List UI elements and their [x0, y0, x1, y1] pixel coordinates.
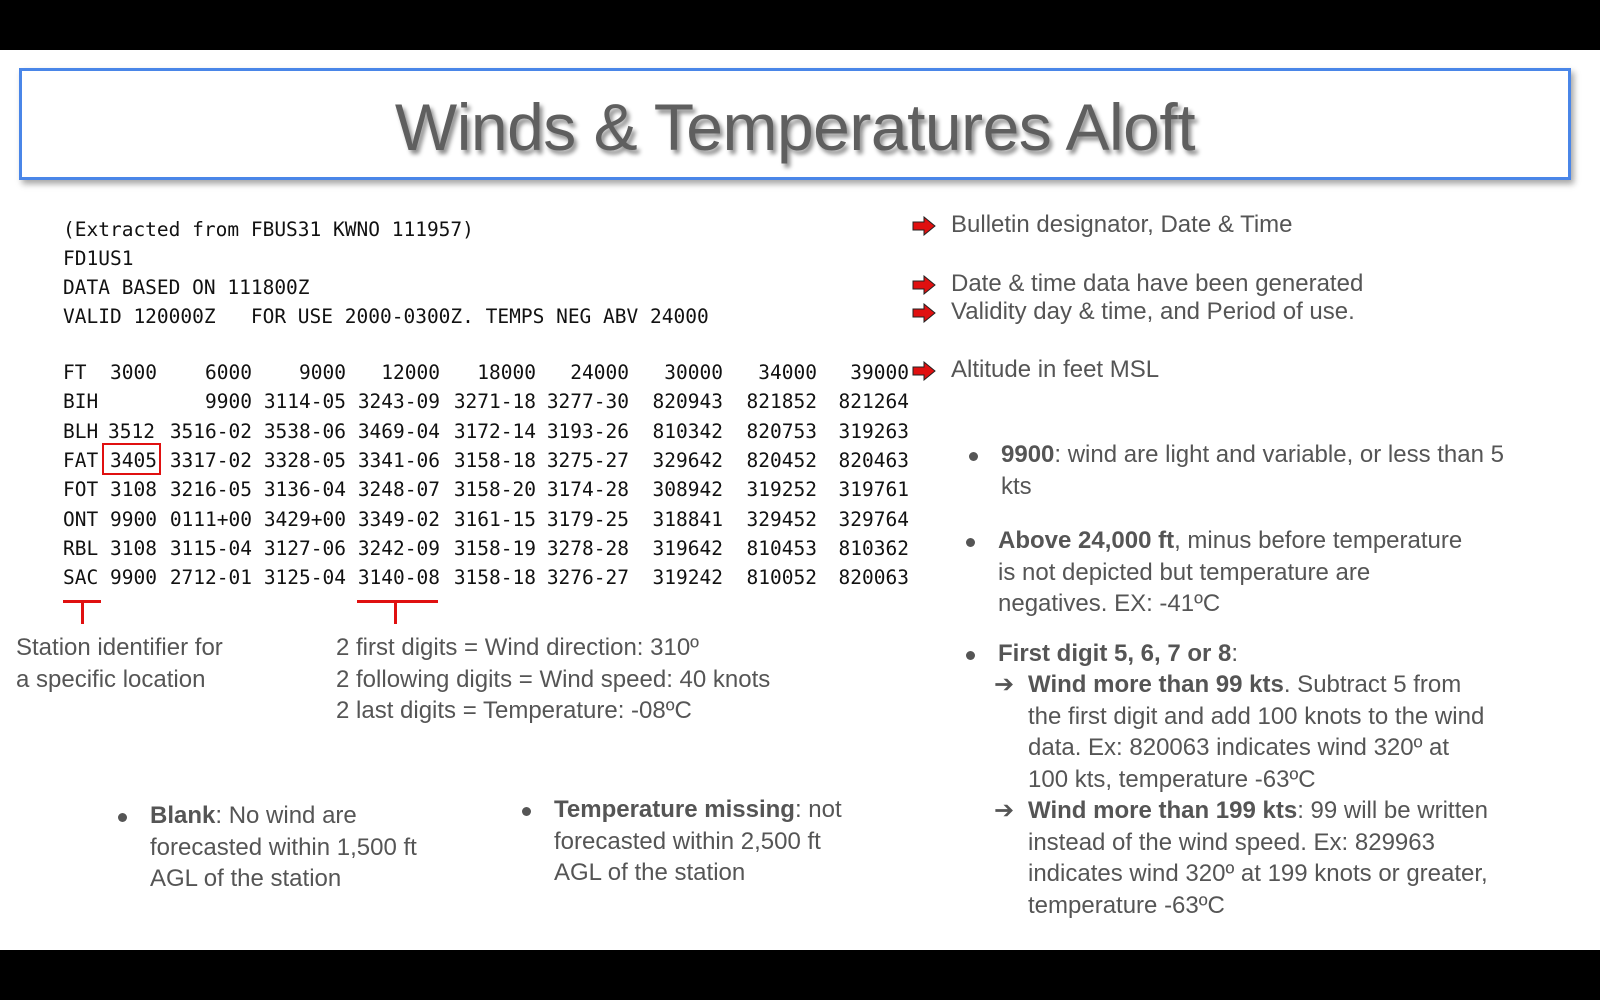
sub-bullet-199kts	[994, 795, 1588, 921]
annotation-line: 2 first digits = Wind direction: 310º	[336, 634, 699, 661]
table-cell: 3429+00	[263, 507, 346, 531]
station-cell: FOT	[63, 478, 99, 502]
table-cell: 319642	[652, 536, 723, 560]
sub-bullet-99kts	[994, 669, 1588, 795]
bulletin-header-line: FD1US1	[63, 247, 134, 270]
bullet-bold: Temperature missing	[554, 796, 795, 823]
table-cell: 3125-04	[263, 566, 346, 590]
table-cell: 820753	[746, 419, 817, 443]
table-row	[63, 448, 909, 478]
value-tick	[394, 600, 397, 624]
table-cell: 3278-28	[546, 536, 629, 560]
table-cell: 3179-25	[546, 507, 629, 531]
table-cell: 810362	[838, 536, 909, 560]
table-cell: 3158-20	[453, 478, 536, 502]
table-cell: 810453	[746, 536, 817, 560]
table-cell: 3108	[110, 536, 157, 560]
bullet-bold: Wind more than 99 kts	[1028, 671, 1284, 698]
table-cell: 3512	[108, 419, 155, 443]
red-arrow-icon	[912, 361, 936, 381]
bullet-text: is not depicted but temperature are	[998, 558, 1371, 586]
table-cell: 820943	[652, 390, 723, 414]
bullet-text: : 99 will be written	[1297, 797, 1488, 824]
station-annotation	[16, 632, 223, 695]
bullet-text: forecasted within 1,500 ft	[150, 833, 417, 861]
table-cell: 329642	[652, 448, 723, 472]
table-cell: 820063	[838, 566, 909, 590]
table-cell: 329764	[838, 507, 909, 531]
table-cell: 3276-27	[546, 566, 629, 590]
table-cell: 3158-18	[453, 448, 536, 472]
right-arrow-icon: ➔	[994, 797, 1015, 824]
table-cell: 3405	[110, 448, 157, 472]
table-cell: 3469-04	[357, 419, 440, 443]
table-cell: 3516-02	[169, 419, 252, 443]
table-cell: 0111+00	[169, 507, 252, 531]
bullet-text: the first digit and add 100 knots to the wind	[1028, 702, 1485, 730]
table-cell: 329452	[746, 507, 817, 531]
table-cell: 2712-01	[169, 566, 252, 590]
station-cell: SAC	[63, 566, 99, 590]
table-cell: 820452	[746, 448, 817, 472]
table-cell: 3277-30	[546, 390, 629, 414]
table-cell: 3161-15	[453, 507, 536, 531]
bullet-text: indicates wind 320º at 199 knots or greater,	[1028, 860, 1488, 887]
header-cell: 24000	[570, 361, 629, 384]
blank-bullet	[150, 800, 480, 895]
table-row	[63, 507, 909, 537]
bullet-dot	[969, 452, 978, 461]
arrow-text: Validity day & time, and Period of use.	[951, 298, 1355, 325]
temperature-missing-bullet	[554, 794, 894, 889]
bullet-text: data. Ex: 820063 indicates wind 320º at	[1028, 734, 1450, 761]
station-cell: FAT	[63, 448, 99, 472]
table-cell: 820463	[838, 448, 909, 472]
table-cell: 3349-02	[357, 507, 440, 531]
table-cell: 3136-04	[263, 478, 346, 502]
table-row	[63, 390, 909, 419]
table-cell: 319242	[652, 566, 723, 590]
table-cell: 318841	[652, 507, 723, 531]
table-cell: 319263	[838, 419, 909, 443]
table-cell: 3317-02	[169, 448, 252, 472]
table-cell: 821852	[746, 390, 817, 414]
page-title: Winds & Temperatures Aloft	[394, 90, 1196, 164]
bullet-text: :	[1231, 640, 1239, 667]
bullet-text: temperature -63ºC	[1028, 891, 1225, 919]
table-cell: 3193-26	[546, 419, 629, 443]
table-cell: 3271-18	[453, 390, 536, 414]
station-cell: BIH	[63, 390, 99, 414]
bulletin-header-line: DATA BASED ON 111800Z	[63, 276, 310, 299]
table-cell: 3140-08	[357, 566, 440, 590]
bullet-bold: Blank	[150, 802, 216, 829]
title-box	[19, 68, 1571, 180]
bullet-first-digit	[998, 638, 1578, 670]
bullet-9900	[1001, 439, 1581, 502]
table-cell: 821264	[838, 390, 909, 414]
bullet-text: . Subtract 5 from	[1283, 671, 1462, 698]
bulletin-header-line: (Extracted from FBUS31 KWNO 111957)	[63, 218, 474, 241]
bullet-bold: Wind more than 199 kts	[1028, 797, 1298, 824]
header-cell: 3000	[110, 361, 157, 384]
station-cell: BLH	[63, 419, 99, 443]
table-row	[63, 566, 909, 595]
header-cell: 34000	[758, 361, 817, 384]
digits-annotation	[336, 632, 770, 727]
header-cell: 30000	[664, 361, 723, 384]
station-cell: RBL	[63, 536, 99, 560]
red-arrow-icon	[912, 216, 936, 236]
table-cell: 308942	[652, 478, 723, 502]
bullet-bold: 9900	[1001, 441, 1055, 468]
bullet-text: : wind are light and variable, or less than 5	[1054, 441, 1504, 468]
header-cell: 18000	[477, 361, 536, 384]
table-cell: 3114-05	[263, 390, 346, 414]
table-cell: 3341-06	[357, 448, 440, 472]
header-cell: 6000	[205, 361, 252, 384]
header-cell: 39000	[850, 361, 909, 384]
table-cell: 3243-09	[357, 390, 440, 414]
table-row	[63, 536, 909, 566]
bullet-bold: Above 24,000 ft	[998, 527, 1175, 554]
table-cell: 3108	[110, 478, 157, 502]
bullet-bold: First digit 5, 6, 7 or 8	[998, 640, 1232, 667]
table-cell: 9900	[205, 390, 252, 414]
station-tick	[81, 600, 84, 624]
table-cell: 3172-14	[453, 419, 536, 443]
table-cell: 9900	[110, 507, 157, 531]
red-arrow-icon	[912, 275, 936, 295]
table-cell: 3328-05	[263, 448, 346, 472]
table-cell: 3158-19	[453, 536, 536, 560]
bullet-dot	[966, 651, 975, 660]
bullet-text: 100 kts, temperature -63ºC	[1028, 765, 1316, 793]
header-cell: 9000	[299, 361, 346, 384]
bullet-text: instead of the wind speed. Ex: 829963	[1028, 828, 1435, 856]
annotation-line: 2 following digits = Wind speed: 40 knots	[336, 665, 771, 693]
bullet-dot	[966, 538, 975, 547]
table-cell: 3115-04	[169, 536, 252, 560]
table-header-row	[63, 361, 909, 390]
header-cell: 12000	[381, 361, 440, 384]
table-cell: 3248-07	[357, 478, 440, 502]
table-row	[63, 478, 909, 507]
table-cell: 3275-27	[546, 448, 629, 472]
station-cell: ONT	[63, 507, 99, 531]
header-cell: FT	[63, 361, 87, 384]
bullet-text: AGL of the station	[554, 859, 746, 886]
table-cell: 3127-06	[263, 536, 346, 560]
bullet-text: , minus before temperature	[1174, 527, 1463, 554]
bulletin-header-line: VALID 120000Z FOR USE 2000-0300Z. TEMPS NEG ABV 24000	[63, 305, 709, 328]
table-cell: 810052	[746, 566, 817, 590]
bullet-dot	[118, 813, 127, 822]
bullet-text: forecasted within 2,500 ft	[554, 827, 821, 855]
table-row	[63, 419, 909, 449]
right-arrow-icon: ➔	[994, 671, 1015, 698]
table-cell: 3158-18	[453, 566, 536, 590]
table-cell: 3242-09	[357, 536, 440, 560]
value-underline	[357, 600, 438, 603]
arrow-text: Date & time data have been generated	[951, 270, 1364, 297]
annotation-line: a specific location	[16, 665, 206, 693]
table-cell: 9900	[110, 566, 157, 590]
table-cell: 319252	[746, 478, 817, 502]
highlight-box	[102, 443, 161, 475]
bullet-dot	[522, 807, 531, 816]
bullet-text: : No wind are	[215, 802, 357, 829]
annotation-line: 2 last digits = Temperature: -08ºC	[336, 697, 692, 724]
table-cell: 3174-28	[546, 478, 629, 502]
arrow-text: Altitude in feet MSL	[951, 356, 1160, 383]
bullet-above-24000	[998, 525, 1578, 620]
bullet-text: negatives. EX: -41ºC	[998, 590, 1221, 617]
arrow-text: Bulletin designator, Date & Time	[951, 211, 1293, 238]
table-cell: 3538-06	[263, 419, 346, 443]
bullet-text: kts	[1001, 472, 1032, 500]
annotation-line: Station identifier for	[16, 634, 223, 661]
table-cell: 319761	[838, 478, 909, 502]
bullet-text: AGL of the station	[150, 865, 342, 892]
slide	[0, 50, 1600, 950]
table-cell: 810342	[652, 419, 723, 443]
table-cell: 3216-05	[169, 478, 252, 502]
red-arrow-icon	[912, 303, 936, 323]
bullet-text: : not	[794, 796, 842, 823]
